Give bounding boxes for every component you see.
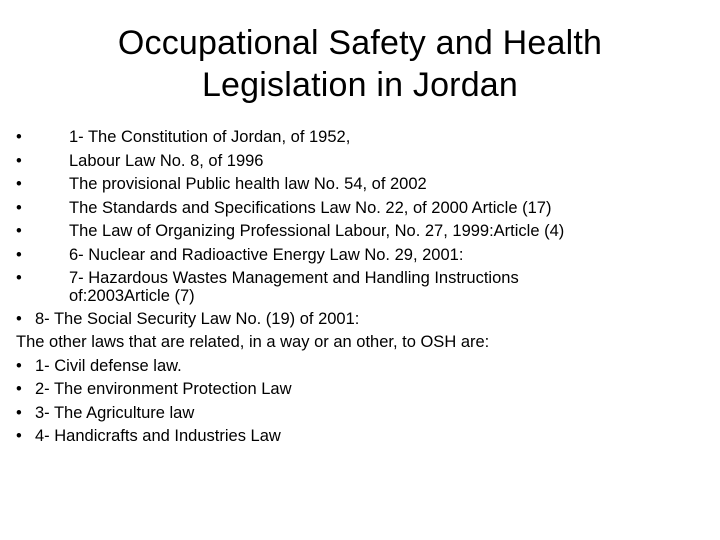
list-item (16, 150, 706, 174)
bullet-icon: • (16, 128, 22, 146)
list-item-text: 1- The Constitution of Jordan, of 1952, (69, 128, 351, 146)
list-item (16, 244, 706, 268)
bullet-icon: • (16, 198, 22, 217)
list-item (16, 378, 706, 402)
bullet-icon: • (16, 151, 22, 170)
bullet-icon: • (16, 269, 22, 287)
list-item (16, 308, 706, 332)
bullet-icon: • (16, 356, 22, 375)
slide-title-line-2: Legislation in Jordan (201, 66, 519, 104)
slide-title-line-1: Occupational Safety and Health (117, 24, 603, 62)
bullet-icon: • (16, 380, 22, 398)
list-item-text: Labour Law No. 8, of 1996 (69, 151, 264, 170)
list-item-text: The Law of Organizing Professional Labour, No. 27, 1999:Article (4) (69, 222, 565, 240)
list-item-text: 6- Nuclear and Radioactive Energy Law No. 29, 2001: (69, 245, 464, 264)
list-item (16, 220, 706, 244)
list-item (16, 402, 706, 426)
list-item (16, 197, 706, 221)
list-item-continuation (16, 288, 706, 304)
list-item-text: of:2003Article (7) (69, 286, 195, 305)
bullet-icon: • (16, 309, 22, 328)
bullet-icon: • (16, 245, 22, 264)
list-item-text: 3- The Agriculture law (35, 403, 195, 422)
list-item-text: 8- The Social Security Law No. (19) of 2001: (35, 309, 360, 328)
other-laws-intro (16, 331, 706, 355)
list-item (16, 173, 706, 197)
list-item-text: 4- Handicrafts and Industries Law (35, 427, 281, 445)
slide-body (16, 126, 706, 449)
list-item (16, 126, 706, 150)
list-item-text: The Standards and Specifications Law No. 22, of 2000 Article (17) (69, 198, 552, 217)
list-item (16, 355, 706, 379)
slide-title (40, 22, 680, 106)
bullet-icon: • (16, 222, 22, 240)
list-item-text: The provisional Public health law No. 54, of 2002 (69, 175, 427, 193)
bullet-icon: • (16, 403, 22, 422)
paragraph-text: The other laws that are related, in a way or an other, to OSH are: (16, 333, 490, 351)
list-item-text: 1- Civil defense law. (35, 356, 182, 375)
bullet-icon: • (16, 175, 22, 193)
list-item-text: 7- Hazardous Wastes Management and Handling Instructions (69, 269, 519, 287)
bullet-icon: • (16, 427, 22, 445)
list-item (16, 425, 706, 449)
list-item-text: 2- The environment Protection Law (35, 380, 292, 398)
